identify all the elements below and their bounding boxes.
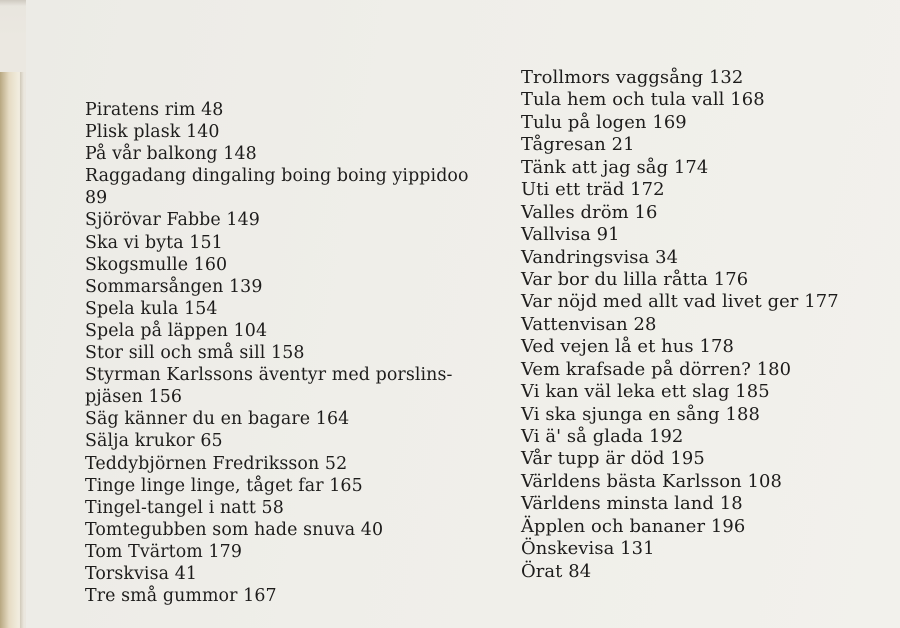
index-entry: Stor sill och små sill 158 xyxy=(85,343,305,364)
index-entry: Världens bästa Karlsson 108 xyxy=(521,470,782,492)
index-entry: Tågresan 21 xyxy=(521,134,635,156)
index-entry: Torskvisa 41 xyxy=(85,563,198,584)
index-entry: Vem krafsade på dörren? 180 xyxy=(521,358,792,380)
index-entry: Vår tupp är död 195 xyxy=(521,448,705,470)
index-entry: Tulu på logen 169 xyxy=(521,111,687,133)
index-entry: Spela på läppen 104 xyxy=(85,320,268,341)
index-entry: Säg känner du en bagare 164 xyxy=(85,409,350,430)
index-entry: Spela kula 154 xyxy=(85,298,218,319)
index-entry: Raggadang dingaling boing boing yippidoo xyxy=(85,166,469,187)
index-entry: Tula hem och tula vall 168 xyxy=(521,89,765,111)
index-entry: Sjörövar Fabbe 149 xyxy=(85,210,260,231)
index-entry: Trollmors vaggsång 132 xyxy=(521,67,744,88)
index-column-left xyxy=(85,99,469,607)
index-entry: Vi ska sjunga en sång 188 xyxy=(521,403,760,425)
index-entry: Vattenvisan 28 xyxy=(521,313,657,335)
index-entry: Vandringsvisa 34 xyxy=(521,246,679,268)
index-entry: Teddybjörnen Fredriksson 52 xyxy=(85,453,348,474)
page-edge-shadow xyxy=(20,72,24,628)
index-entry: Var bor du lilla råtta 176 xyxy=(521,268,749,290)
index-entry: Tingel-tangel i natt 58 xyxy=(85,497,284,518)
index-entry: 89 xyxy=(85,188,108,209)
index-entry: Vi ä' så glada 192 xyxy=(521,426,684,447)
index-entry: Äpplen och bananer 196 xyxy=(521,515,746,537)
index-entry: Plisk plask 140 xyxy=(85,122,220,143)
index-entry: Världens minsta land 18 xyxy=(521,493,743,515)
index-entry: På vår balkong 148 xyxy=(85,144,257,165)
index-entry: Vi kan väl leka ett slag 185 xyxy=(521,381,770,403)
index-entry: Valles dröm 16 xyxy=(521,201,658,223)
index-entry: Önskevisa 131 xyxy=(521,538,655,560)
index-entry: Tom Tvärtom 179 xyxy=(85,541,243,562)
index-entry: Styrman Karlssons äventyr med porslins- xyxy=(85,365,453,386)
index-entry: Vallvisa 91 xyxy=(521,224,620,246)
index-entry: Piratens rim 48 xyxy=(85,100,224,120)
index-entry: Sommarsången 139 xyxy=(85,276,263,297)
index-entry: Sälja krukor 65 xyxy=(85,431,223,452)
index-entry: pjäsen 156 xyxy=(85,387,183,408)
index-entry: Tänk att jag såg 174 xyxy=(521,156,709,178)
index-entry: Tre små gummor 167 xyxy=(85,586,277,607)
index-entry: Var nöjd med allt vad livet ger 177 xyxy=(521,291,839,313)
index-entry: Skogsmulle 160 xyxy=(85,254,228,275)
index-entry: Tomtegubben som hade snuva 40 xyxy=(85,519,384,540)
index-entry: Ska vi byta 151 xyxy=(85,232,223,253)
index-entry: Tinge linge linge, tåget far 165 xyxy=(85,475,363,496)
index-column-right xyxy=(521,67,839,583)
index-entry: Uti ett träd 172 xyxy=(521,179,665,201)
index-entry: Örat 84 xyxy=(521,560,592,582)
index-entry: Ved vejen lå et hus 178 xyxy=(521,336,734,358)
